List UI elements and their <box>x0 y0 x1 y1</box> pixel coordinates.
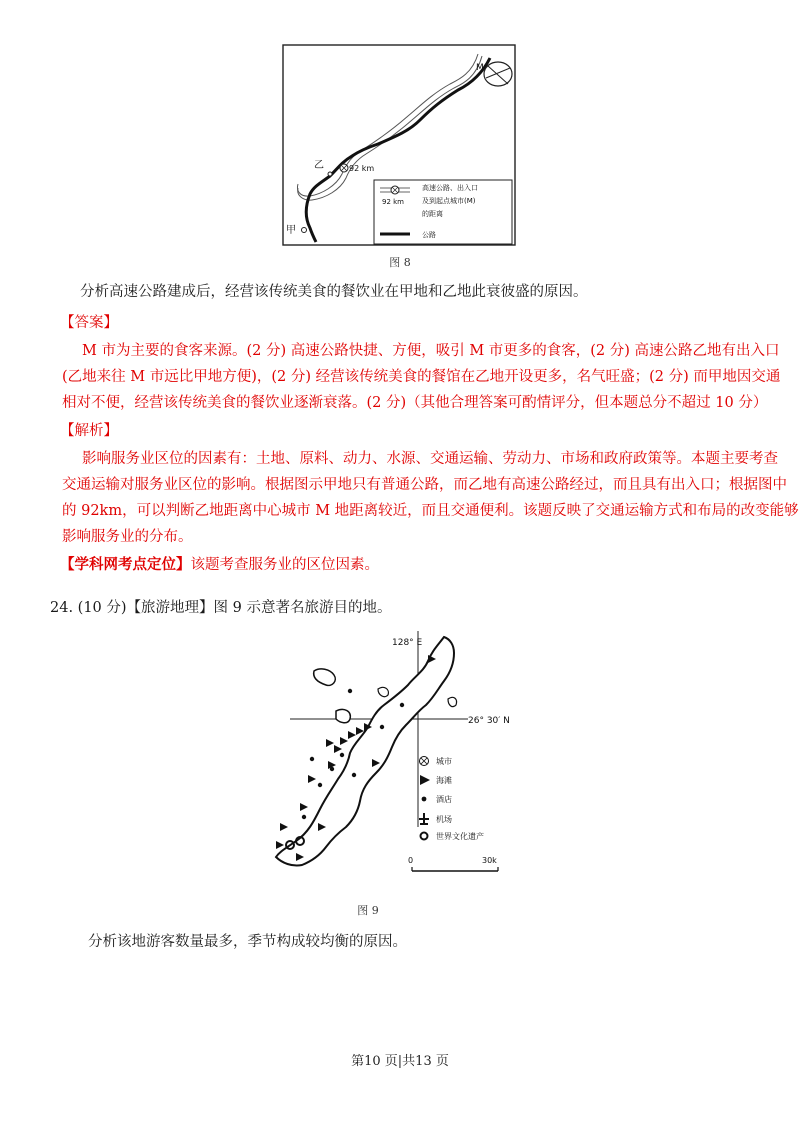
legend-airport: 机场 <box>436 815 452 824</box>
analysis-line-4: 影响服务业的分布。 <box>62 529 193 545</box>
answer-line-1: M 市为主要的食客来源。(2 分) 高速公路快捷、方便，吸引 M 市更多的食客，(2 分) 高速公路乙地有出入口 <box>82 343 780 359</box>
lat-label: 26° 30′ N <box>468 716 510 726</box>
question-24-score: (10 分) <box>77 600 127 616</box>
label-yi: 乙 <box>314 160 324 171</box>
question-24 <box>50 596 392 617</box>
exam-point-text: 该题考查服务业的区位因素。 <box>190 557 379 573</box>
legend-expressway: 高速公路、出入口 <box>422 184 478 192</box>
figure-9-caption: 图 9 <box>357 904 379 917</box>
legend-road: 公路 <box>422 231 436 239</box>
question-24-prompt: 分析该地游客数量最多，季节构成较均衡的原因。 <box>88 934 407 950</box>
figure-8-caption: 图 8 <box>389 256 411 269</box>
figure-8-map <box>282 44 516 248</box>
answer-line-3: 相对不便，经营该传统美食的餐饮业逐渐衰落。(2 分)（其他合理答案可酌情评分，但本题总分不超过 10 分） <box>62 395 768 411</box>
answer-line-2: (乙地来往 M 市远比甲地方便)，(2 分) 经营该传统美食的餐馆在乙地开设更多，名气旺盛；(2 分) 而甲地因交通 <box>62 369 781 385</box>
exam-point-heading: 【学科网考点定位】 <box>60 556 191 573</box>
label-jia: 甲 <box>286 225 296 236</box>
lon-label: 128° E <box>392 638 423 648</box>
analysis-line-1: 影响服务业区位的因素有：土地、原料、动力、水源、交通运输、劳动力、市场和政府政策等。本题主要考查 <box>82 451 778 467</box>
analysis-line-2: 交通运输对服务业区位的影响。根据图示甲地只有普通公路，而乙地有高速公路经过，而且具有出入口；根据图中 <box>62 477 787 493</box>
legend-heritage: 世界文化遗产 <box>436 832 484 841</box>
question-24-number: 24. <box>50 600 74 616</box>
question-23-prompt: 分析高速公路建成后，经营该传统美食的餐饮业在甲地和乙地此衰彼盛的原因。 <box>80 284 588 300</box>
analysis-heading: 【解析】 <box>60 423 118 439</box>
legend-beach: 海滩 <box>436 776 452 785</box>
analysis-line-3: 的 92km，可以判断乙地距离中心城市 M 地距离较近，而且交通便利。该题反映了交通运输方式和布局的改变能够 <box>62 503 799 519</box>
answer-heading: 【答案】 <box>60 315 118 331</box>
legend-distance-b: 的距离 <box>422 210 443 218</box>
label-m: M <box>476 63 484 73</box>
question-24-text: 图 9 示意著名旅游目的地。 <box>213 600 392 616</box>
distance-label: 92 km <box>349 164 375 173</box>
question-24-topic: 【旅游地理】 <box>126 600 214 616</box>
legend-city: 城市 <box>436 757 452 766</box>
scale-end: 30k <box>482 856 497 865</box>
legend-distance: 及到起点城市(M) <box>422 197 476 205</box>
scale-start: 0 <box>408 856 414 865</box>
exam-point <box>60 552 379 578</box>
figure-9-map <box>268 627 560 885</box>
legend-km: 92 km <box>382 198 405 206</box>
page-footer: 第10 页|共13 页 <box>351 1054 449 1069</box>
legend-hotel: 酒店 <box>436 795 452 804</box>
